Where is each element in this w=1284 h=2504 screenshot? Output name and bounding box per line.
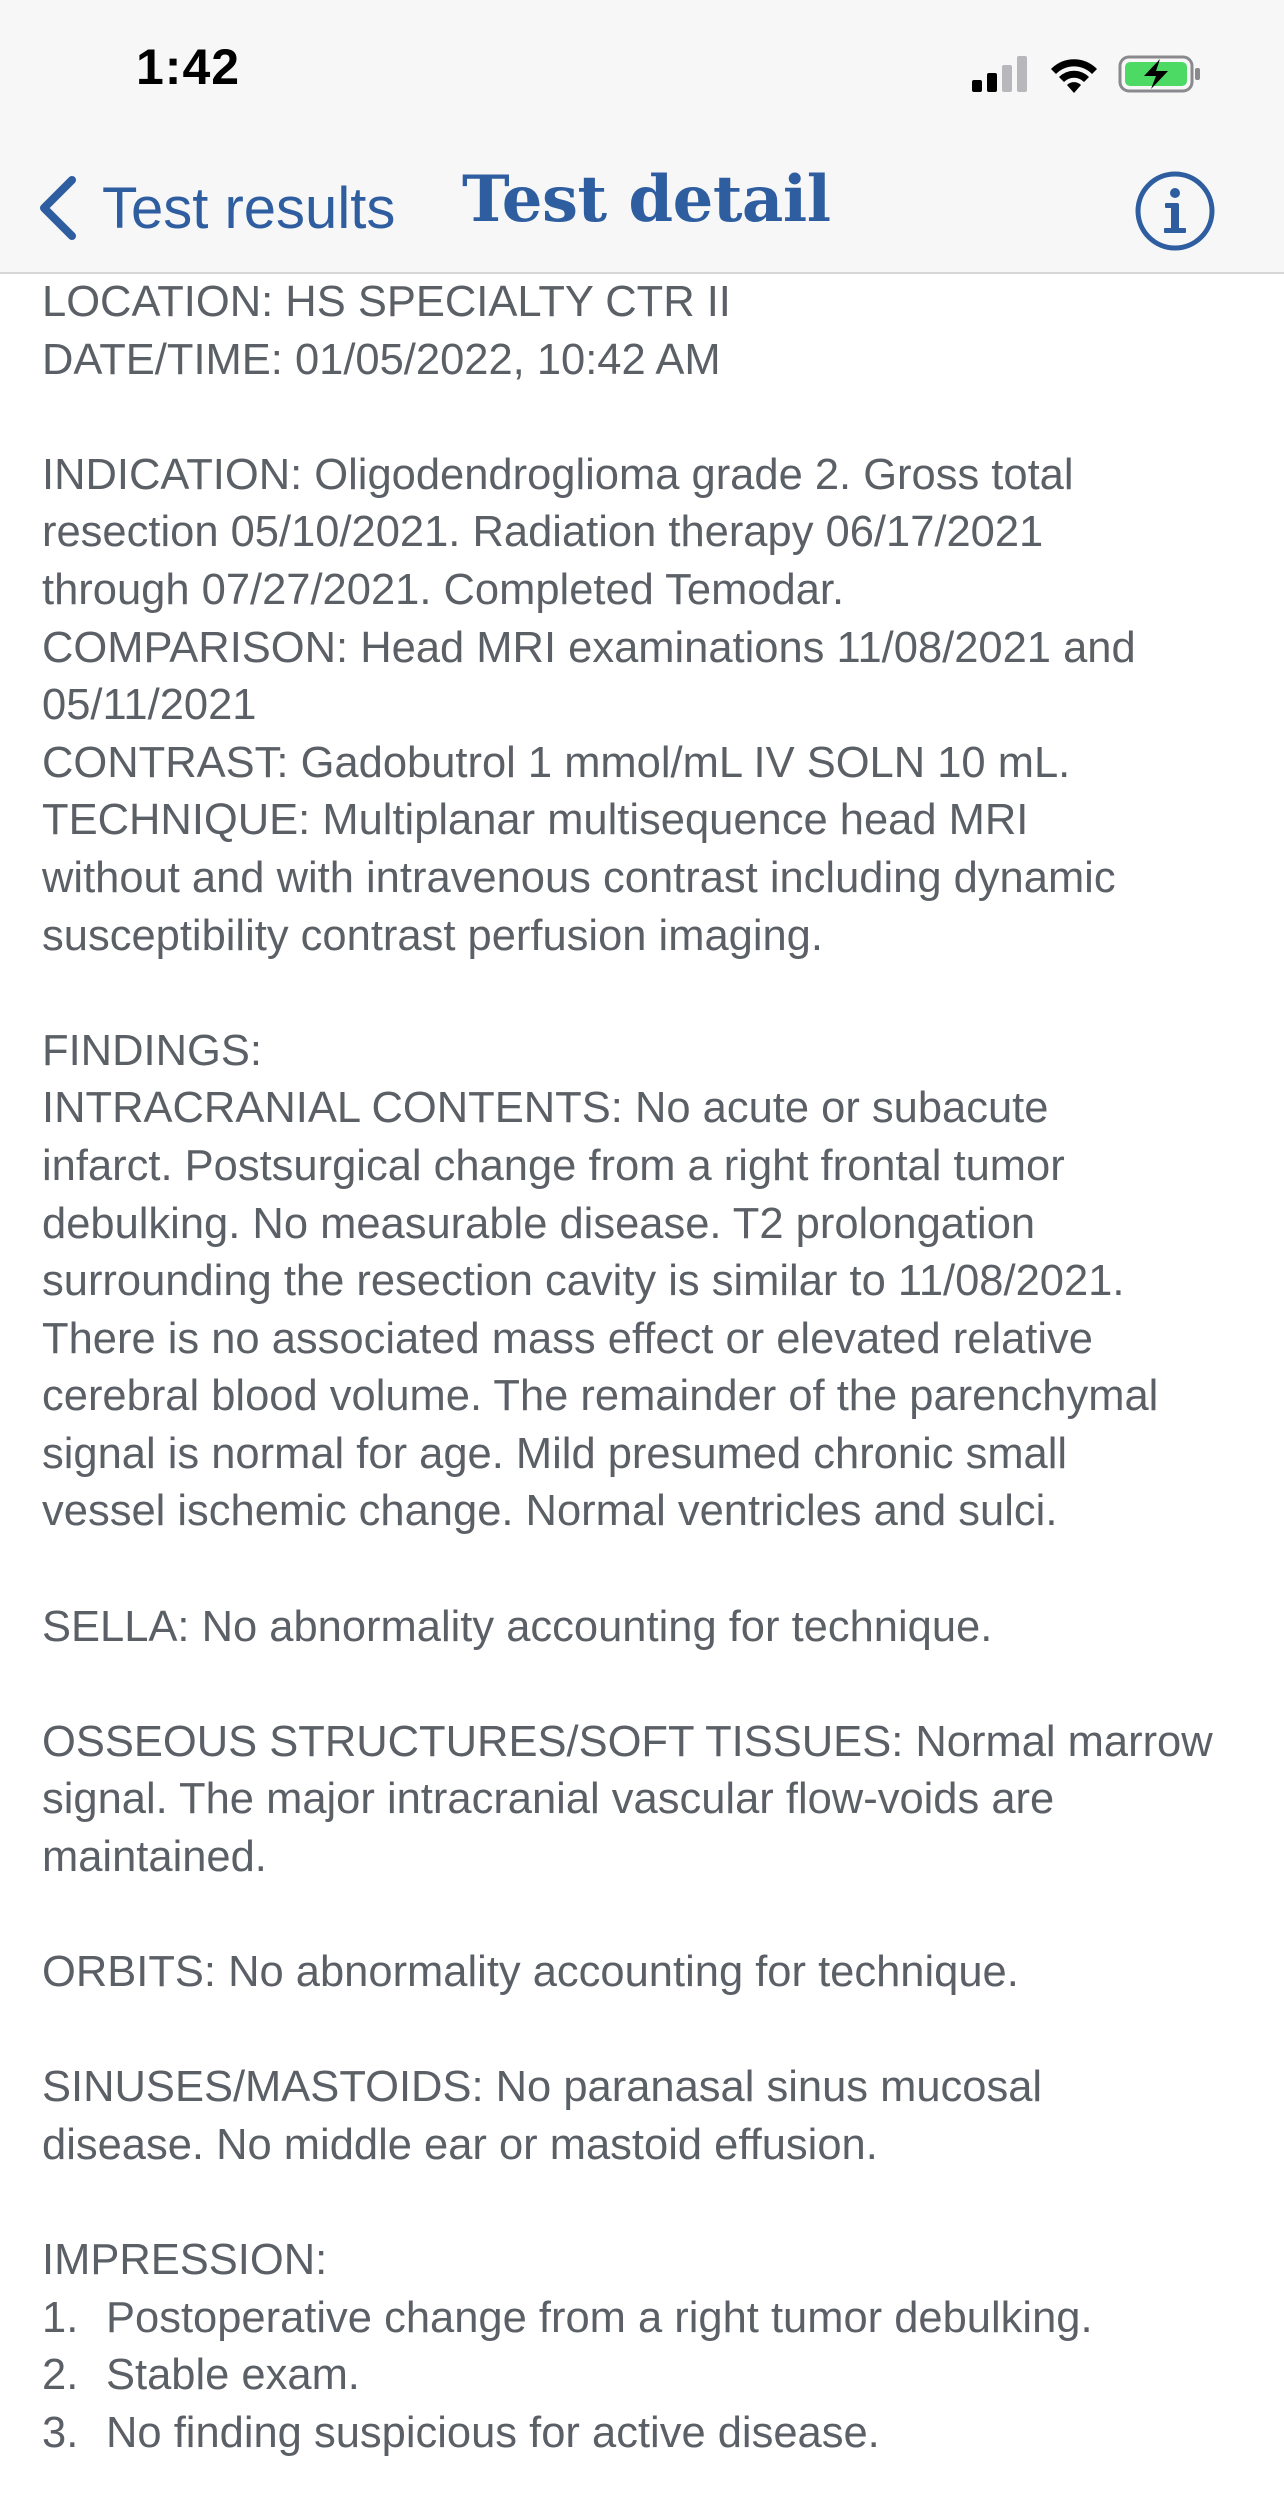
impression-number: 1.: [42, 2293, 79, 2342]
status-icons: [972, 52, 1202, 96]
impression-heading: IMPRESSION:: [42, 2236, 328, 2285]
back-button[interactable]: [36, 168, 395, 248]
sella-line: SELLA: No abnormality accounting for technique.: [42, 1602, 993, 1651]
orbits-line: ORBITS: No abnormality accounting for technique.: [42, 1948, 1019, 1997]
report-body: [42, 274, 1262, 2463]
impression-item: [42, 2347, 1262, 2405]
status-bar: [0, 0, 1284, 150]
impression-text: Postoperative change from a right tumor debulking.: [106, 2293, 1093, 2342]
sinuses-line: disease. No middle ear or mastoid effusion.: [42, 2121, 878, 2169]
intracranial-line: cerebral blood volume. The remainder of the parenchymal: [42, 1372, 1159, 1421]
osseous-line: maintained.: [42, 1833, 267, 1882]
wifi-icon: [1048, 55, 1100, 93]
intracranial-line: debulking. No measurable disease. T2 prolongation: [42, 1199, 1036, 1248]
comparison-line: 05/11/2021: [42, 681, 257, 730]
back-label[interactable]: Test results: [102, 175, 396, 241]
impression-item: [42, 2290, 1262, 2348]
osseous-line: OSSEOUS STRUCTURES/SOFT TISSUES: Normal marrow: [42, 1717, 1213, 1766]
contrast-line: CONTRAST: Gadobutrol 1 mmol/mL IV SOLN 10 mL.: [42, 738, 1071, 787]
indication-line: INDICATION: Oligodendroglioma grade 2. Gross total: [42, 450, 1074, 499]
report-location: LOCATION: HS SPECIALTY CTR II: [42, 278, 731, 326]
impression-number: 2.: [42, 2351, 79, 2400]
findings-heading: FINDINGS:: [42, 1026, 262, 1075]
impression-text: No finding suspicious for active disease.: [106, 2408, 880, 2457]
intracranial-line: infarct. Postsurgical change from a right frontal tumor: [42, 1141, 1065, 1190]
info-button[interactable]: [1134, 170, 1216, 252]
intracranial-line: surrounding the resection cavity is similar to 11/08/2021.: [42, 1257, 1125, 1306]
intracranial-line: signal is normal for age. Mild presumed chronic small: [42, 1429, 1068, 1478]
sinuses-line: SINUSES/MASTOIDS: No paranasal sinus mucosal: [42, 2063, 1043, 2112]
osseous-line: signal. The major intracranial vascular flow-voids are: [42, 1775, 1055, 1824]
indication-line: through 07/27/2021. Completed Temodar.: [42, 565, 845, 614]
cellular-signal-icon: [972, 56, 1030, 92]
technique-line: susceptibility contrast perfusion imaging.: [42, 911, 823, 960]
impression-text: Stable exam.: [106, 2351, 360, 2400]
battery-charging-icon: [1118, 54, 1202, 94]
intracranial-line: INTRACRANIAL CONTENTS: No acute or subacute: [42, 1084, 1049, 1133]
impression-number: 3.: [42, 2408, 79, 2457]
intracranial-line: There is no associated mass effect or elevated relative: [42, 1314, 1093, 1363]
chevron-left-icon: [36, 174, 80, 242]
info-icon: [1134, 170, 1216, 252]
indication-line: resection 05/10/2021. Radiation therapy 06/17/2021: [42, 508, 1044, 557]
comparison-line: COMPARISON: Head MRI examinations 11/08/2021 and: [42, 623, 1136, 672]
technique-line: without and with intravenous contrast including dynamic: [42, 853, 1116, 902]
impression-item: [42, 2405, 1262, 2463]
report-datetime: DATE/TIME: 01/05/2022, 10:42 AM: [42, 335, 721, 384]
technique-line: TECHNIQUE: Multiplanar multisequence head MRI: [42, 796, 1029, 845]
page-title: Test detail: [462, 162, 831, 237]
intracranial-line: vessel ischemic change. Normal ventricles and sulci.: [42, 1487, 1058, 1536]
status-time: 1:42: [136, 39, 241, 95]
nav-bar: [0, 150, 1284, 274]
